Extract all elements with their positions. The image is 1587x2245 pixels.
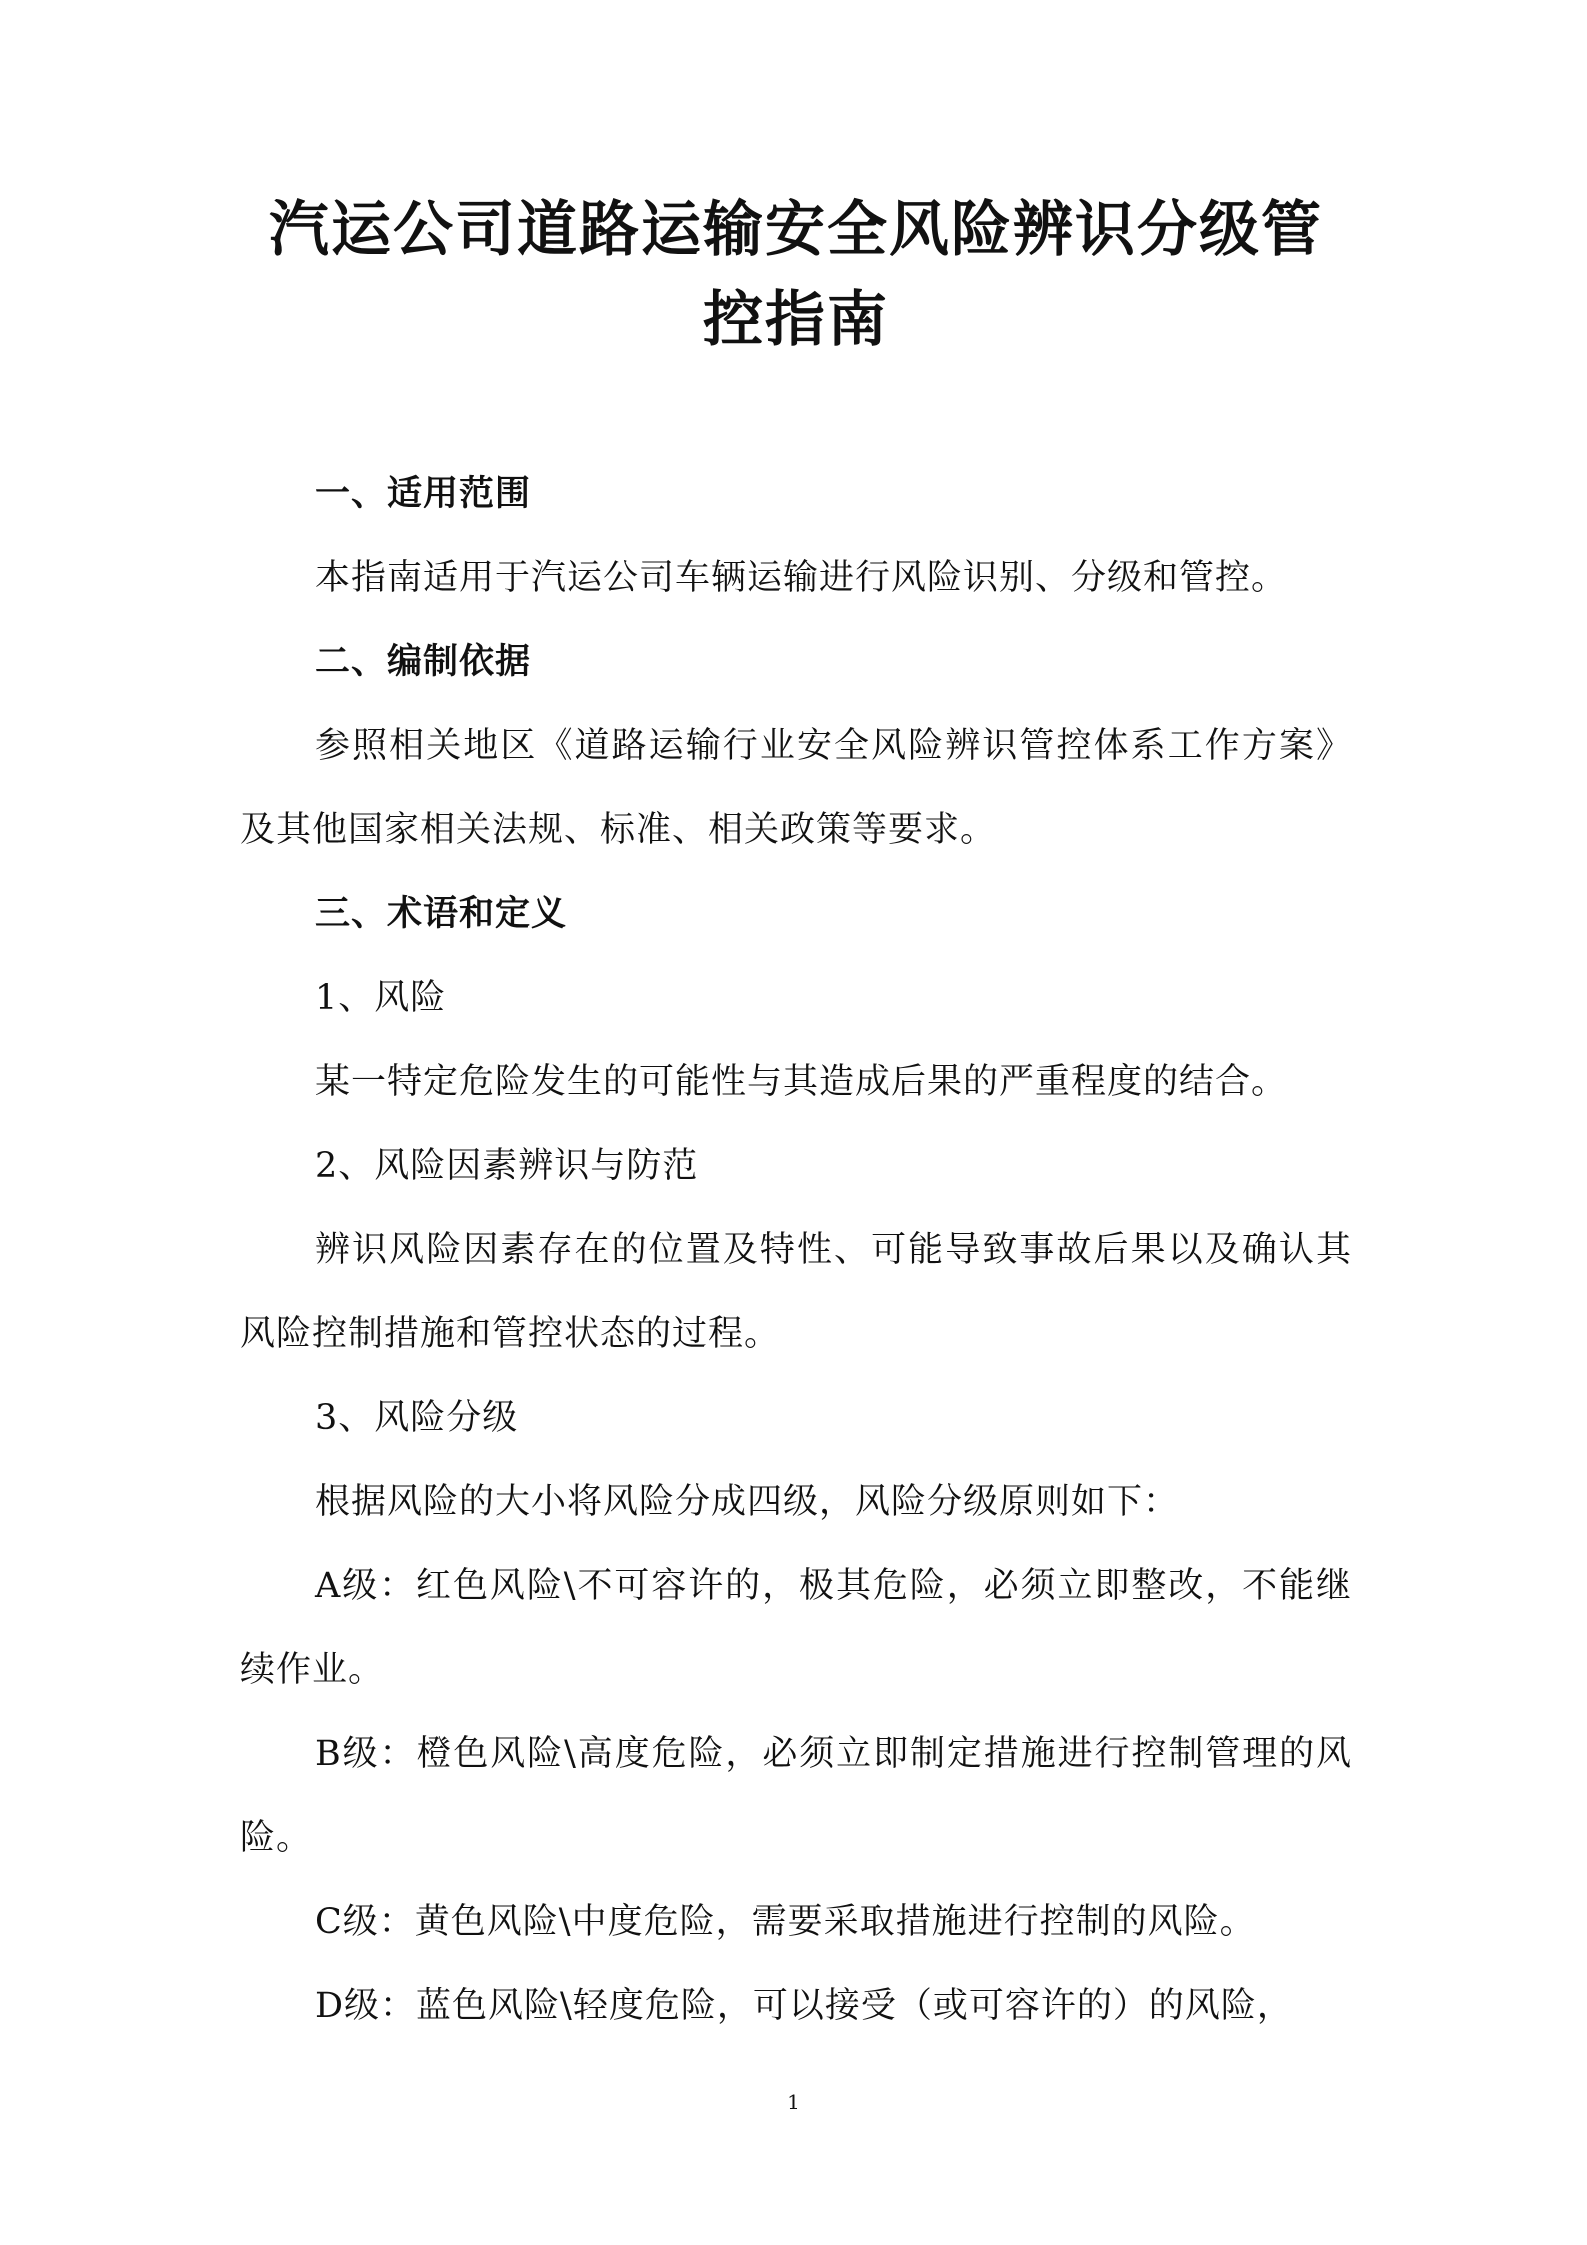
term-identification-definition: 辨识风险因素存在的位置及特性、可能导致事故后果以及确认其风险控制措施和管控状态的过程。 (240, 1230, 1352, 1354)
risk-level-a: A级：红色风险\不可容许的，极其危险，必须立即整改，不能继续作业。 (240, 1566, 1352, 1690)
risk-level-c: C级：黄色风险\中度危险，需要采取措施进行控制的风险。 (315, 1902, 1256, 1942)
term-risk-heading: 1、风险 (315, 978, 447, 1018)
term-grading-heading: 3、风险分级 (315, 1398, 519, 1438)
scope-paragraph: 本指南适用于汽运公司车辆运输进行风险识别、分级和管控。 (315, 558, 1288, 598)
document-title: 汽运公司道路运输安全风险辨识分级管控指南 (269, 195, 1323, 355)
document-body (240, 452, 1352, 2048)
term-identification-heading: 2、风险因素辨识与防范 (315, 1146, 699, 1186)
term-risk-definition: 某一特定危险发生的可能性与其造成后果的严重程度的结合。 (315, 1062, 1288, 1102)
section-heading-terms: 三、术语和定义 (315, 893, 568, 934)
risk-level-b: B级：橙色风险\高度危险，必须立即制定措施进行控制管理的风险。 (240, 1734, 1352, 1858)
section-heading-scope: 一、适用范围 (315, 473, 532, 514)
risk-level-d: D级：蓝色风险\轻度危险，可以接受（或可容许的）的风险， (315, 1986, 1293, 2026)
section-heading-basis: 二、编制依据 (315, 641, 532, 682)
page-number: 1 (787, 2090, 800, 2114)
grading-principle-paragraph: 根据风险的大小将风险分成四级，风险分级原则如下： (315, 1482, 1180, 1522)
basis-paragraph: 参照相关地区《道路运输行业安全风险辨识管控体系工作方案》及其他国家相关法规、标准、相关政策等要求。 (240, 726, 1352, 850)
